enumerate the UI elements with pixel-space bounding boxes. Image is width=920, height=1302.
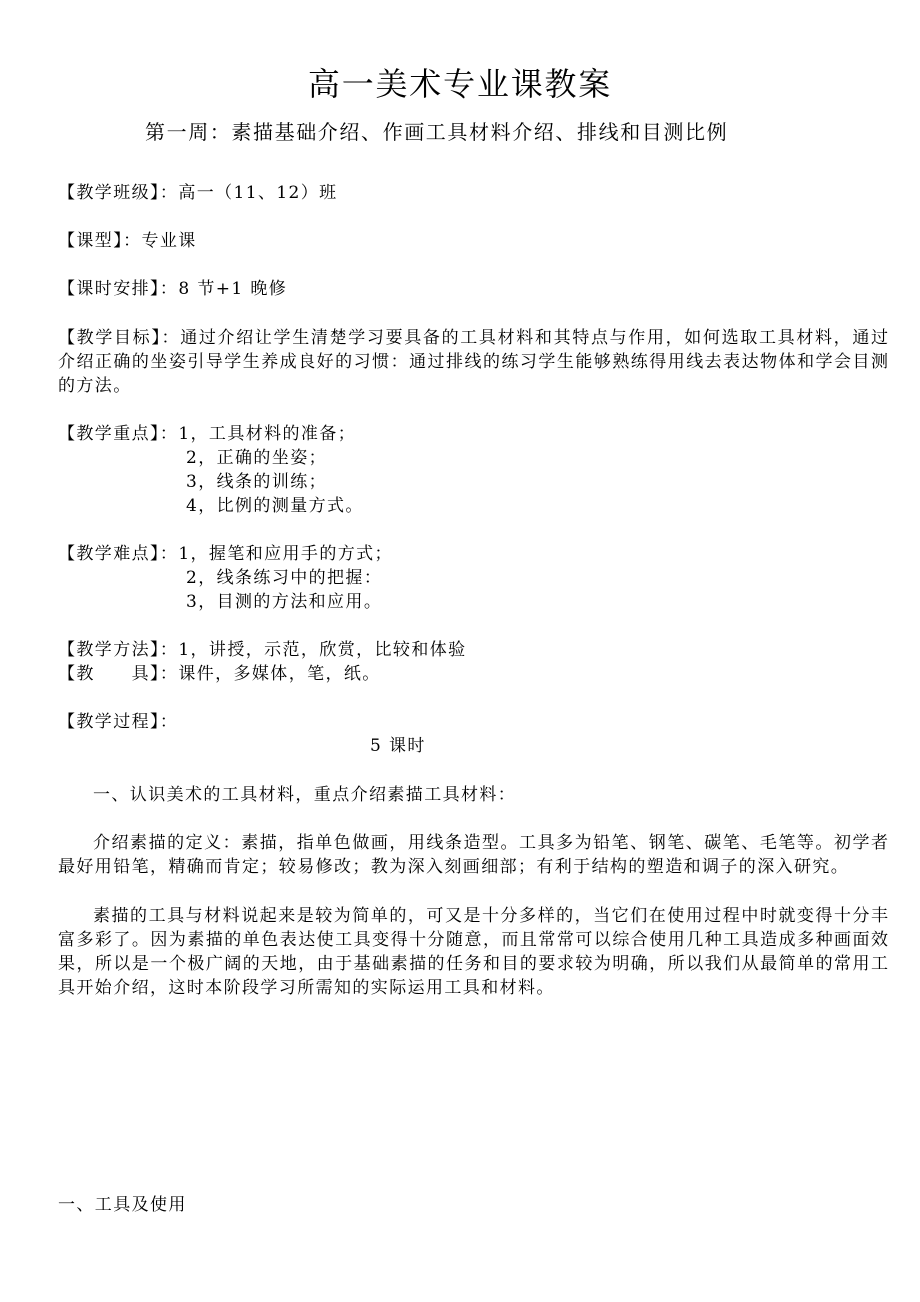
section-heading: 一、认识美术的工具材料，重点介绍素描工具材料： <box>93 785 517 805</box>
methods-label: 【教学方法】： <box>58 640 179 660</box>
page-subtitle: 第一周：素描基础介绍、作画工具材料介绍、排线和目测比例 <box>145 120 729 144</box>
process-duration: 5 课时 <box>370 736 426 756</box>
class-label: 【教学班级】： <box>58 183 179 203</box>
paragraph-2-line: 具开始介绍，这时本阶段学习所需知的实际运用工具和材料。 <box>58 978 555 998</box>
class-info-line <box>58 181 338 205</box>
methods-value: 1，讲授，示范，欣赏，比较和体验 <box>178 640 467 660</box>
tools-label: 【教 具】： <box>58 664 179 684</box>
difficulties-label: 【教学难点】： <box>58 544 179 564</box>
tools-line <box>58 662 381 686</box>
process-label: 【教学过程】： <box>58 712 179 732</box>
course-type-value: 专业课 <box>141 231 197 251</box>
objectives-line-1 <box>58 326 888 350</box>
difficulties-line-1 <box>58 542 393 566</box>
schedule-value: 8 节+1 晚修 <box>178 279 288 299</box>
methods-line <box>58 638 467 662</box>
difficulty-item: 1，握笔和应用手的方式； <box>178 544 393 564</box>
key-point-item: 4，比例的测量方式。 <box>186 496 364 516</box>
paragraph-2-line: 素描的工具与材料说起来是较为简单的，可又是十分多样的，当它们在使用过程中时就变得十分丰 <box>93 906 888 926</box>
paragraph-2-line: 富多彩了。因为素描的单色表达使工具变得十分随意，而且常常可以综合使用几种工具造成多种画面效 <box>58 930 888 950</box>
tools-value: 课件，多媒体，笔，纸。 <box>178 664 381 684</box>
difficulty-item: 3，目测的方法和应用。 <box>186 592 383 612</box>
difficulty-item: 2，线条练习中的把握： <box>186 568 383 588</box>
objectives-line-3: 的方法。 <box>58 376 132 396</box>
objectives-text-1: 通过介绍让学生清楚学习要具备的工具材料和其特点与作用，如何选取工具材料，通过 <box>180 328 888 348</box>
course-type-label: 【课型】： <box>58 231 142 251</box>
key-points-line-1 <box>58 422 356 446</box>
key-point-item: 2，正确的坐姿； <box>186 448 328 468</box>
page-title: 高一美术专业课教案 <box>307 65 613 103</box>
section-heading-2: 一、工具及使用 <box>58 1195 187 1215</box>
paragraph-2-line: 果，所以是一个极广阔的天地，由于基础素描的任务和目的要求较为明确，所以我们从最简单的常用工 <box>58 954 888 974</box>
objectives-label: 【教学目标】： <box>58 328 181 348</box>
schedule-line <box>58 277 287 301</box>
key-point-item: 1，工具材料的准备； <box>178 424 357 444</box>
objectives-line-2: 介绍正确的坐姿引导学生养成良好的习惯：通过排线的练习学生能够熟练得用线去表达物体和学会目测 <box>58 352 888 372</box>
course-type-line <box>58 229 197 253</box>
class-value: 高一（11、12）班 <box>178 183 338 203</box>
paragraph-1-line: 介绍素描的定义：素描，指单色做画，用线条造型。工具多为铅笔、钢笔、碳笔、毛笔等。初学者 <box>93 833 888 853</box>
schedule-label: 【课时安排】： <box>58 279 179 299</box>
key-point-item: 3，线条的训练； <box>186 472 328 492</box>
paragraph-1-line: 最好用铅笔，精确而肯定；较易修改；教为深入刻画细部；有利于结构的塑造和调子的深入研究。 <box>58 857 850 877</box>
key-points-label: 【教学重点】： <box>58 424 179 444</box>
